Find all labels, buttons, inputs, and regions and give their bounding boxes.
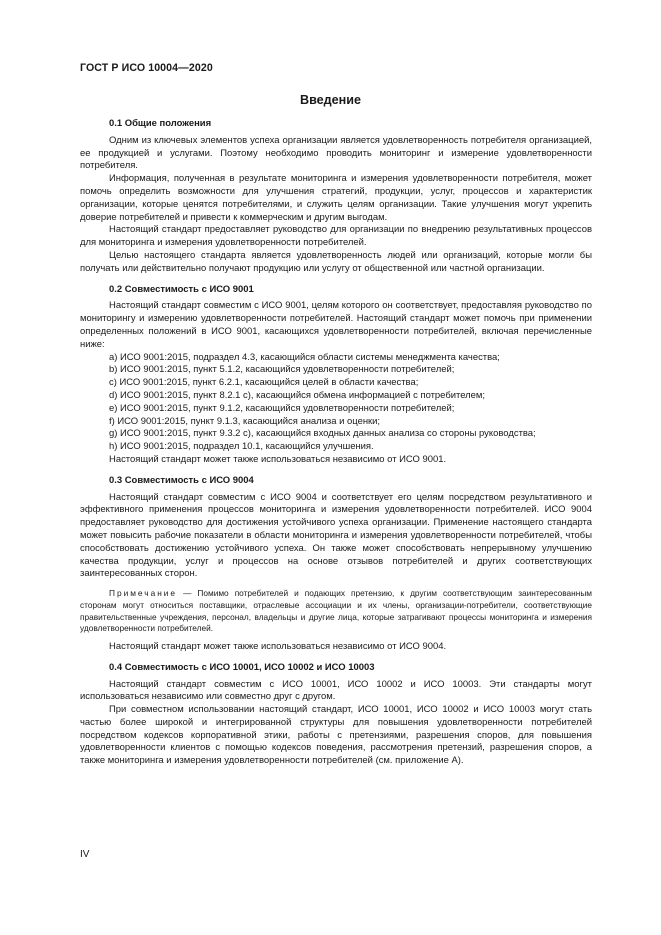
document-body [80,115,592,768]
note-label: Примечание [109,588,178,599]
paragraph: Информация, полученная в результате мониторинга и измерения удовлетворенности потребителя, может помочь определить возможности для улучшения стратегий, продукции, услуг, процессов и характеристик организации, которые ценятся потребителями, и служить целям организации. Такие улучшения могут укрепить доверие потребителей и привести к коммерческим и другим выгодам. [80,173,592,223]
list-item: g) ИСО 9001:2015, пункт 9.3.2 c), касающийся входных данных анализа со стороны руководства; [109,428,536,440]
section-heading: 0.4 Совместимость с ИСО 10001, ИСО 10002 и ИСО 10003 [109,661,375,673]
list-item: h) ИСО 9001:2015, подраздел 10.1, касающийся улучшения. [109,441,374,453]
paragraph: Одним из ключевых элементов успеха организации является удовлетворенность потребителя организацией, ее продукцией и услугами. Поэтому необходимо проводить мониторинг и измерение удовлетворенности потребителя. [80,134,592,172]
paragraph: При совместном использовании настоящий стандарт, ИСО 10001, ИСО 10002 и ИСО 10003 могут стать частью более широкой и интегрированной структуры для повышения удовлетворенности потребителей посредством кодексов корпоративной этики, работы с претензиями, разрешения споров, для повышения удовлетворенности клиентов с помощью кодексов поведения, рассмотрения претензий, разрешения споров, а также мониторинга и измерения удовлетворенности потребителей (см. приложение А). [80,704,592,767]
list-item: f) ИСО 9001:2015, пункт 9.1.3, касающийся анализа и оценки; [109,415,381,427]
section-heading: 0.2 Совместимость с ИСО 9001 [109,283,254,295]
paragraph: Настоящий стандарт совместим с ИСО 9001, целям которого он соответствует, предоставляя руководство по мониторингу и измерению удовлетворенности потребителей. Настоящий стандарт может помочь при применении определенных положений в ИСО 9001, касающихся удовлетворенности потребителей, включая перечисленные ниже: [80,300,592,350]
paragraph: Настоящий стандарт совместим с ИСО 9004 и соответствует его целям посредством результативного и эффективного применения процессов мониторинга и измерения удовлетворенности потребителей. ИСО 9004 предоставляет руководство для достижения устойчивого успеха организации. Применение настоящего стандарта может повысить рабочие показатели в области мониторинга и измерения удовлетворенности потребителей, чтобы способствовать достижению устойчивого успеха. Он также может способствовать непрерывному улучшению качества продукции, услуг и процессов на основе отзывов потребителей и других соответствующих заинтересованных сторон. [80,491,592,580]
page-title: Введение [299,93,362,107]
note-text: — Помимо потребителей и подающих претензию, к другим соответствующим заинтересованным сторонам могут относиться поставщики, отраслевые ассоциации и их члены, организации-потребители, соответствующие правительственные учреждения, персонал, владельцы и другие лица, которые затрагивают процессы мониторинга и измерения удовлетворенности потребителей. [80,588,592,634]
list-item: b) ИСО 9001:2015, пункт 5.1.2, касающийся удовлетворенности потребителей; [109,364,455,376]
list-item: c) ИСО 9001:2015, пункт 6.2.1, касающийся целей в области качества; [109,377,419,389]
paragraph: Настоящий стандарт может также использоваться независимо от ИСО 9004. [109,640,447,652]
standard-code-header: ГОСТ Р ИСО 10004—2020 [80,62,213,74]
paragraph: Настоящий стандарт может также использоваться независимо от ИСО 9001. [109,453,447,465]
paragraph: Настоящий стандарт совместим с ИСО 10001, ИСО 10002 и ИСО 10003. Эти стандарты могут использоваться независимо или совместно друг с другом. [80,678,592,703]
section-heading: 0.3 Совместимость с ИСО 9004 [109,474,254,486]
list-item: e) ИСО 9001:2015, пункт 9.1.2, касающийся удовлетворенности потребителей; [109,402,455,414]
section-heading: 0.1 Общие положения [109,118,212,129]
list-item: d) ИСО 9001:2015, пункт 8.2.1 c), касающийся обмена информацией с потребителем; [109,389,486,401]
list-item: a) ИСО 9001:2015, подраздел 4.3, касающийся области системы менеджмента качества; [109,351,500,363]
note [80,588,592,635]
page-number: IV [80,849,90,860]
paragraph: Целью настоящего стандарта является удовлетворенность людей или организаций, которые могли бы получать или действительно получают продукцию или услугу от общественной или частной организации. [80,249,592,274]
paragraph: Настоящий стандарт предоставляет руководство для организации по внедрению результативных процессов для мониторинга и измерения удовлетворенности потребителей. [80,224,592,249]
